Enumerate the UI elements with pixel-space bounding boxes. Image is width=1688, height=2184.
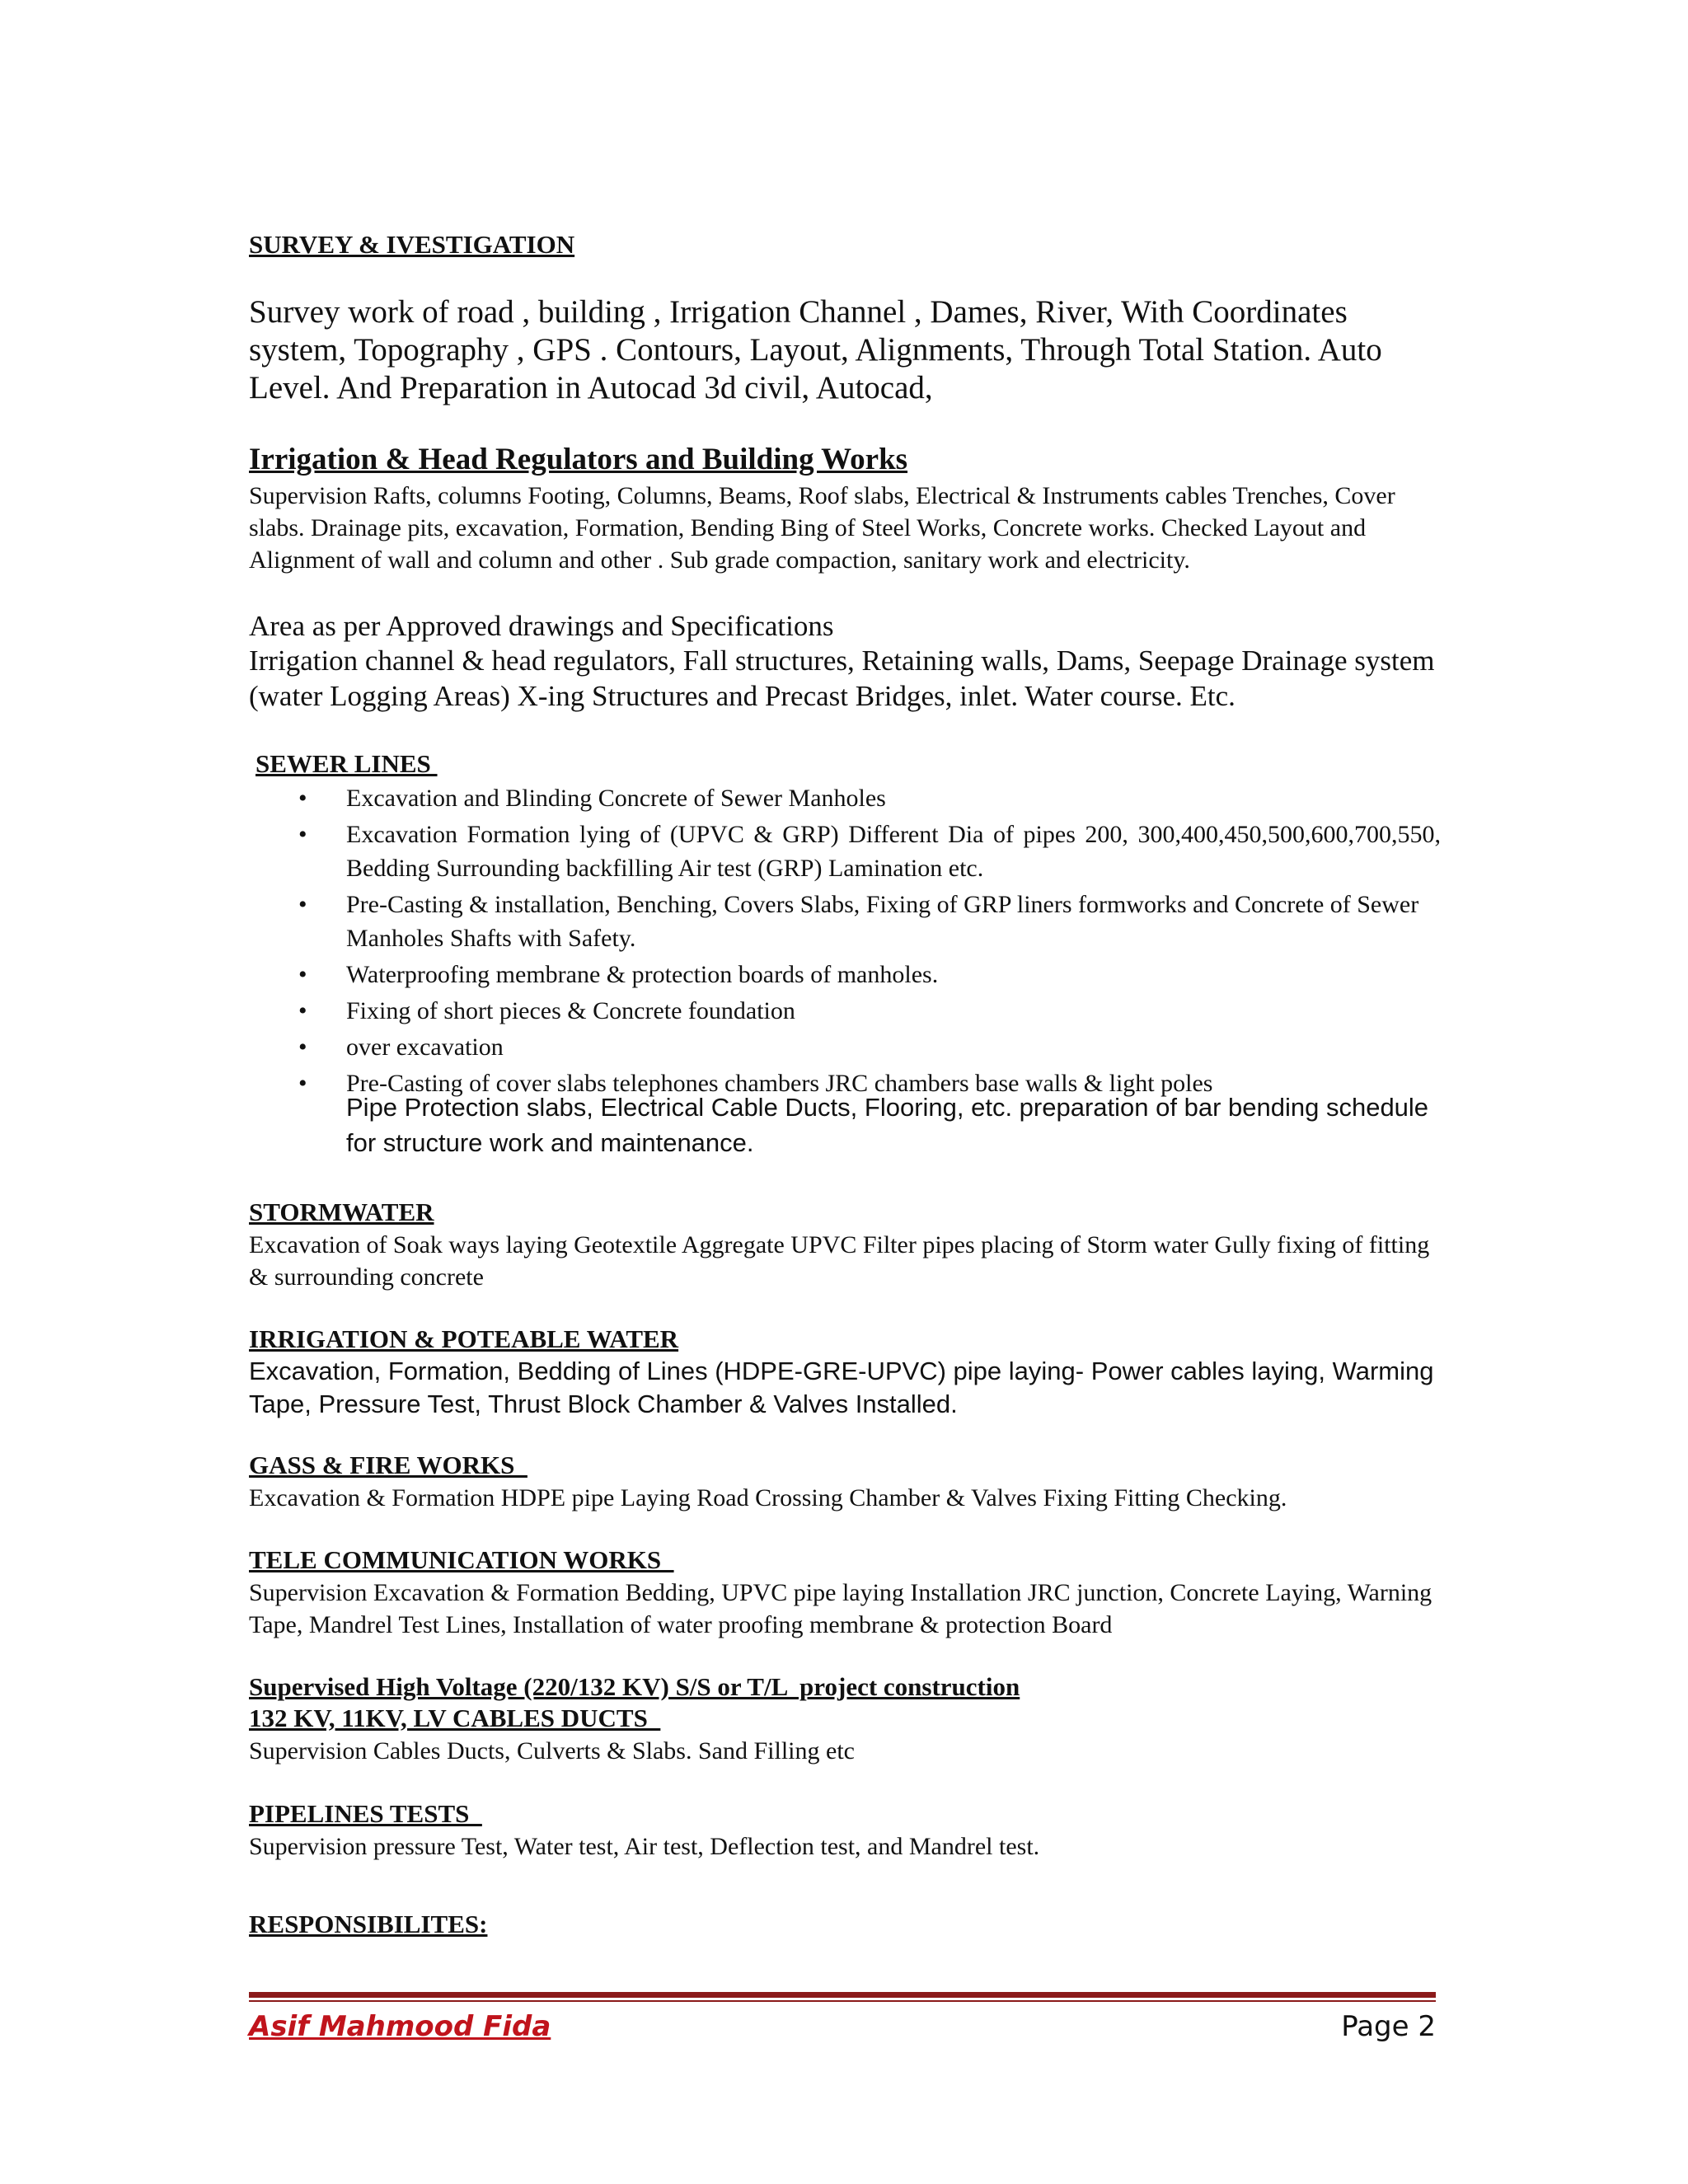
list-item-text: Excavation Formation lying of (UPVC & GRP) Different Dia of pipes 200, 300,400,450,500,600,700,550, Bedding Surrounding backfilling Air test (GRP) Lamination etc. — [346, 821, 1441, 882]
survey-heading: SURVEY & IVESTIGATION — [249, 230, 575, 259]
pipelines-heading: PIPELINES TESTS — [249, 1799, 482, 1828]
bullet-icon: • — [298, 785, 307, 812]
list-item — [295, 994, 1441, 1028]
bullet-icon: • — [298, 821, 307, 848]
irrigation-water-body: Excavation, Formation, Bedding of Lines (HDPE-GRE-UPVC) pipe laying- Power cables laying, Warming Tape, Pressure Test, Thrust Block Chamber & Valves Installed. — [249, 1357, 1434, 1418]
pipelines-body: Supervision pressure Test, Water test, Air test, Deflection test, and Mandrel test. — [249, 1833, 1040, 1860]
tele-body: Supervision Excavation & Formation Bedding, UPVC pipe laying Installation JRC junction, Concrete Laying, Warning Tape, Mandrel Test Lines, Installation of water proofing membrane & protection Board — [249, 1579, 1432, 1638]
sewer-bullet-list — [295, 781, 1441, 1103]
list-item — [295, 818, 1441, 885]
bullet-icon: • — [298, 997, 307, 1024]
gass-body: Excavation & Formation HDPE pipe Laying Road Crossing Chamber & Valves Fixing Fitting Checking. — [249, 1484, 1287, 1511]
stormwater-body: Excavation of Soak ways laying Geotextile Aggregate UPVC Filter pipes placing of Storm water Gully fixing of fitting & surrounding concrete — [249, 1231, 1430, 1291]
list-item-text: Fixing of short pieces & Concrete foundation — [346, 997, 795, 1024]
list-item-text: Pre-Casting & installation, Benching, Covers Slabs, Fixing of GRP liners formworks and Concrete of Sewer Manholes Shafts with Safety. — [346, 891, 1419, 952]
bullet-icon: • — [298, 891, 307, 918]
list-item-text: Waterproofing membrane & protection boards of manholes. — [346, 961, 939, 988]
survey-body: Survey work of road , building , Irrigation Channel , Dames, River, With Coordinates system, Topography , GPS . Contours, Layout, Alignments, Through Total Station. Auto Level. And Preparation in Autocad 3d civil, Autocad, — [249, 294, 1382, 405]
list-item — [295, 1030, 1441, 1064]
hv-body: Supervision Cables Ducts, Culverts & Slabs. Sand Filling etc — [249, 1737, 855, 1765]
irrigation-head-body-1: Supervision Rafts, columns Footing, Columns, Beams, Roof slabs, Electrical & Instruments cables Trenches, Cover slabs. Drainage pits, excavation, Formation, Bending Bing of Steel Works, Concrete works. Checked Layout and Alignment of wall and column and other . Sub grade compaction, sanitary work and electricity. — [249, 482, 1395, 574]
list-item — [295, 781, 1441, 815]
responsibilities-heading: RESPONSIBILITES: — [249, 1910, 488, 1938]
irrigation-head-body-3: Irrigation channel & head regulators, Fall structures, Retaining walls, Dams, Seepage Drainage system (water Logging Areas) X-ing Structures and Precast Bridges, inlet. Water course. Etc. — [249, 644, 1435, 712]
list-item — [295, 958, 1441, 991]
bullet-icon: • — [298, 1033, 307, 1061]
bullet-icon: • — [298, 1070, 307, 1097]
bullet-icon: • — [298, 961, 307, 988]
footer-author-name: Asif Mahmood Fida — [249, 2010, 551, 2043]
hv-heading-1: Supervised High Voltage (220/132 KV) S/S or T/L project construction — [249, 1672, 1020, 1701]
footer-page-number: Page 2 — [1341, 2010, 1436, 2043]
sewer-heading: SEWER LINES — [256, 749, 438, 778]
stormwater-heading: STORMWATER — [249, 1197, 434, 1226]
footer-rule-thin — [249, 2000, 1436, 2002]
sewer-continuation: Pipe Protection slabs, Electrical Cable Ducts, Flooring, etc. preparation of bar bending schedule for structure work and maintenance. — [346, 1093, 1429, 1157]
list-item-text: over excavation — [346, 1033, 504, 1061]
list-item-text: Excavation and Blinding Concrete of Sewer Manholes — [346, 785, 886, 812]
list-item — [295, 888, 1441, 955]
list-item-text: Pre-Casting of cover slabs telephones chambers JRC chambers base walls & light poles — [346, 1070, 1213, 1097]
irrigation-water-heading: IRRIGATION & POTEABLE WATER — [249, 1324, 679, 1353]
hv-heading-2: 132 KV, 11KV, LV CABLES DUCTS — [249, 1704, 661, 1732]
irrigation-head-heading: Irrigation & Head Regulators and Building Works — [249, 443, 908, 476]
tele-heading: TELE COMMUNICATION WORKS — [249, 1545, 674, 1574]
footer-rule-thick — [249, 1992, 1436, 1998]
irrigation-head-body-2: Area as per Approved drawings and Specifications — [249, 610, 834, 642]
gass-heading: GASS & FIRE WORKS — [249, 1451, 528, 1479]
